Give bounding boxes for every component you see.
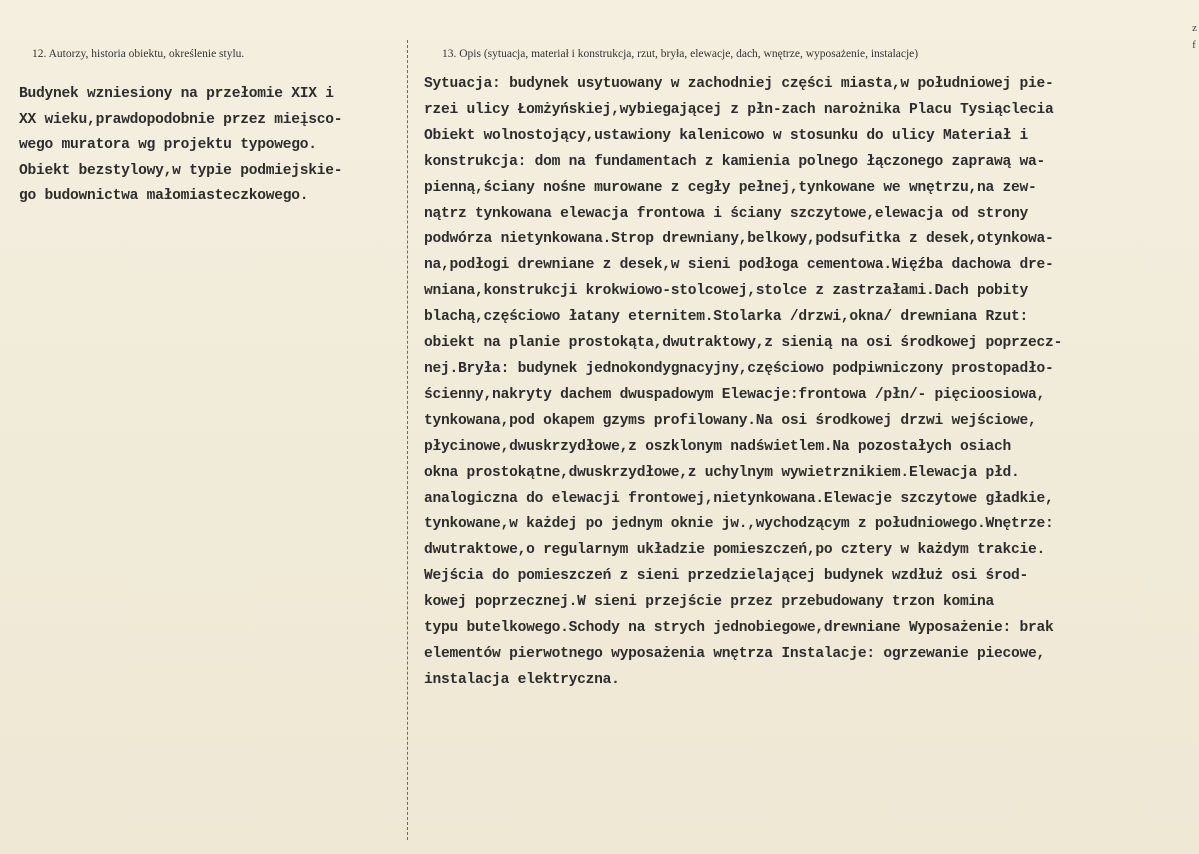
description-line: Sytuacja: budynek usytuowany w zachodniej części miasta,w południowej pie- [424,76,1054,92]
description-text [424,72,1189,694]
section-13-header: 13. Opis (sytuacja, materiał i konstrukcja, rzut, bryła, elewacje, dach, wnętrze, wyposażenie, instalacje) [442,48,919,60]
history-line: Budynek wzniesiony na przełomie XIX i [19,86,334,102]
description-line: na,podłogi drewniane z desek,w sieni podłoga cementowa.Więźba dachowa dre- [424,257,1054,274]
section-12-header: 12. Autorzy, historia obiektu, określenie stylu. [32,48,245,60]
description-line: konstrukcja: dom na fundamentach z kamienia polnego łączonego zaprawą wa- [424,153,1046,170]
corner-mark: z [1192,22,1197,34]
description-line: płycinowe,dwuskrzydłowe,z oszklonym nadświetlem.Na pozostałych osiach [424,438,1012,455]
history-text [19,82,404,210]
column-divider [407,40,408,840]
description-line: podwórza nietynkowana.Strop drewniany,belkowy,podsufitka z desek,otynkowa- [424,231,1054,248]
description-line: wniana,konstrukcji krokwiowo-stolcowej,stolce z zastrzałami.Dach pobity [424,283,1029,300]
description-line: obiekt na planie prostokąta,dwutraktowy,z sienią na osi środkowej poprzecz- [424,335,1063,352]
description-line: tynkowane,w każdej po jednym oknie jw.,wychodzącym z południowego.Wnętrze: [424,516,1054,533]
description-line: tynkowana,pod okapem gzyms profilowany.Na osi środkowej drzwi wejściowe, [424,412,1037,429]
description-line: kowej poprzecznej.W sieni przejście przez przebudowany trzon komina [424,594,995,611]
history-line: XX wieku,prawdopodobnie przez mieįsco- [19,111,343,128]
description-line: Obiekt wolnostojący,ustawiony kalenicowo w stosunku do ulicy Materiał i [424,127,1029,144]
description-line: pienną,ściany nośne murowane z cegły pełnej,tynkowane we wnętrzu,na zew- [424,179,1037,196]
description-line: ścienny,nakryty dachem dwuspadowym Elewacje:frontowa /płn/- pięcioosiowa, [424,386,1046,403]
history-line: wego muratora wg projektu typowego. [19,137,317,153]
description-line: analogiczna do elewacji frontowej,nietynkowana.Elewacje szczytowe gładkie, [424,490,1054,507]
corner-marks [1192,20,1197,54]
history-line: Obiekt bezstylowy,w typie podmiejskie- [19,162,343,179]
description-line: rzei ulicy Łomżyńskiej,wybiegającej z płn-zach narożnika Placu Tysiąclecia [424,101,1054,118]
description-line: okna prostokątne,dwuskrzydłowe,z uchylnym wywietrznikiem.Elewacja płd. [424,464,1020,481]
description-line: typu butelkowego.Schody na strych jednobiegowe,drewniane Wyposażenie: brak [424,620,1054,637]
description-line: elementów pierwotnego wyposażenia wnętrza Instalacje: ogrzewanie piecowe, [424,645,1046,662]
description-line: dwutraktowe,o regularnym układzie pomieszczeń,po cztery w każdym trakcie. [424,542,1046,559]
description-line: blachą,częściowo łatany eternitem.Stolarka /drzwi,okna/ drewniana Rzut: [424,309,1029,326]
corner-mark: f [1192,39,1196,51]
description-line: Wejścia do pomieszczeń z sieni przedzielającej budynek wzdłuż osi środ- [424,568,1029,585]
description-line: nątrz tynkowana elewacja frontowa i ściany szczytowe,elewacja od strony [424,205,1029,222]
description-line: nej.Bryła: budynek jednokondygnacyjny,częściowo podpiwniczony prostopadło- [424,360,1054,377]
description-line: instalacja elektryczna. [424,671,620,688]
history-line: go budownictwa małomiasteczkowego. [19,188,309,204]
